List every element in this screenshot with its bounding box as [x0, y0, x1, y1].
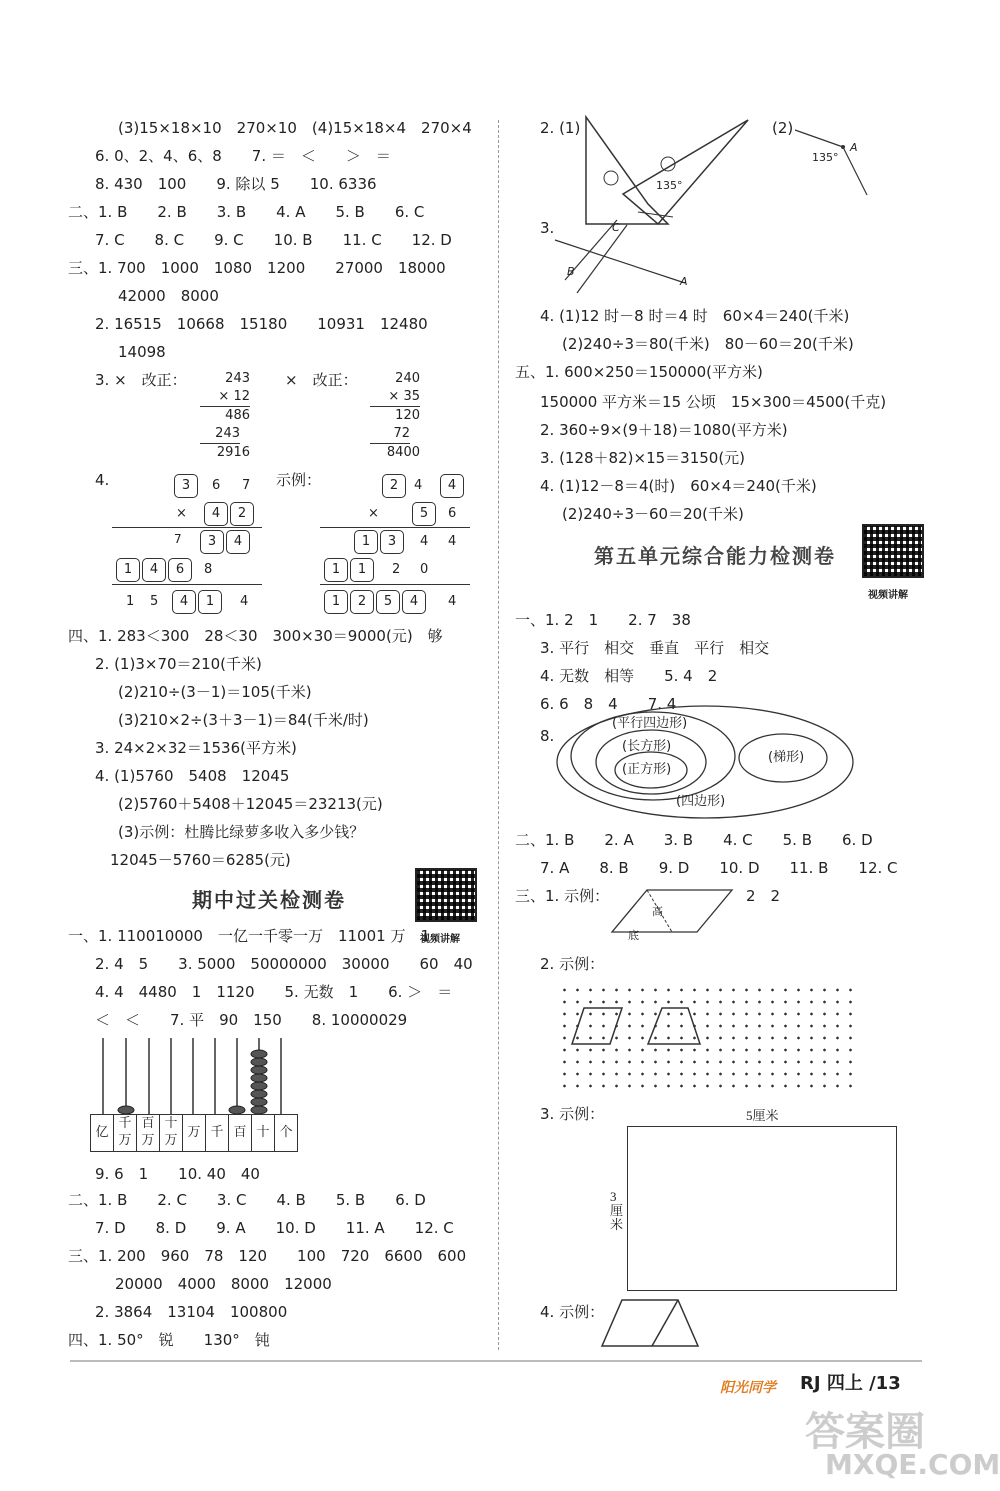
height-label: 3厘米: [610, 1189, 624, 1232]
hole-circle: [604, 171, 618, 185]
line: 3. × 改正：: [95, 371, 187, 389]
line: 三、1. 700 1000 1080 1200 27000 18000: [68, 259, 446, 277]
line: 4. (1)12 时－8 时＝4 时 60×4＝240(千米): [540, 307, 850, 325]
digit-box: 4: [142, 558, 166, 582]
digit: 6: [212, 478, 221, 493]
split-line: [652, 1300, 678, 1346]
venn-label: (梯形): [768, 750, 805, 765]
bead: [118, 1106, 134, 1114]
line: 三、1. 示例：: [515, 887, 610, 905]
digit-box: 1: [324, 558, 348, 582]
line: 3.: [540, 219, 555, 237]
digit-box: 4: [402, 590, 426, 614]
digit: 4: [240, 594, 249, 609]
point: [841, 145, 845, 149]
line: (3)15×18×10 270×10 (4)15×18×4 270×4: [118, 119, 472, 137]
line: 12045－5760＝6285(元): [110, 851, 291, 869]
place-label: 个: [279, 1125, 293, 1140]
qr-caption: 视频讲解: [868, 590, 908, 601]
bead: [251, 1066, 267, 1074]
digit: 7: [242, 478, 251, 493]
line: 2. (1): [540, 119, 581, 137]
venn-label: (正方形): [622, 762, 672, 777]
abacus-labels: [90, 1114, 298, 1152]
width-label: 5厘米: [746, 1108, 779, 1123]
digit-row: 243: [200, 425, 240, 444]
bead: [251, 1098, 267, 1106]
digit-box: 3: [380, 530, 404, 554]
line: 3. 平行 相交 垂直 平行 相交: [540, 639, 770, 657]
line: 4. (1)5760 5408 12045: [95, 767, 290, 785]
digit-box: 1: [198, 590, 222, 614]
line: (2)240÷3＝80(千米) 80－60＝20(千米): [562, 335, 854, 353]
footer-rule: [70, 1360, 922, 1362]
digit-row: 72: [370, 425, 410, 444]
digit-box: 6: [168, 558, 192, 582]
angle-figure-2: [795, 125, 885, 215]
trapezoid-split: [600, 1298, 700, 1348]
digit-row: 120: [395, 408, 420, 423]
digit: 4: [448, 534, 457, 549]
digit-box: 2: [382, 474, 406, 498]
digit: 6: [448, 506, 457, 521]
watermark: MXQE.COM: [825, 1448, 1000, 1481]
venn-label: (平行四边形): [612, 716, 688, 731]
digit: 4: [448, 594, 457, 609]
bead: [229, 1106, 245, 1114]
line: 二、1. B 2. A 3. B 4. C 5. B 6. D: [515, 831, 873, 849]
digit-box: 1: [350, 558, 374, 582]
point-label: A: [680, 275, 688, 288]
digit: 5: [150, 594, 159, 609]
digit: 0: [420, 562, 429, 577]
venn-label: (长方形): [622, 739, 672, 754]
line: (3)示例：杜腾比绿萝多收入多少钱？: [118, 823, 365, 841]
line: 二、1. B 2. B 3. B 4. A 5. B 6. C: [68, 203, 425, 221]
line: (2)210÷(3－1)＝105(千米): [118, 683, 312, 701]
line: (2)240÷3－60＝20(千米): [562, 505, 744, 523]
dot-grid-shapes: [558, 984, 858, 1094]
digit-row: 486: [225, 408, 250, 423]
triangle-ruler: [623, 120, 748, 224]
place-label: 亿: [91, 1115, 114, 1151]
trapezoid: [648, 1008, 700, 1044]
digit-row: 2916: [216, 445, 250, 460]
digit: 2: [392, 562, 401, 577]
line: 8.: [540, 727, 555, 745]
line: 2. 3864 13104 100800: [95, 1303, 288, 1321]
digit: 1: [126, 594, 135, 609]
place-label: 千万: [114, 1115, 137, 1151]
line: 3. 24×2×32＝1536(平方米): [95, 739, 297, 757]
vertical-multiplication: [370, 370, 420, 462]
base-label: 底: [628, 929, 639, 942]
digit-box: 1: [324, 590, 348, 614]
line: 2. 示例：: [540, 955, 605, 973]
trapezoid: [602, 1300, 698, 1346]
line: 2. (1)3×70＝210(千米): [95, 655, 262, 673]
place-label: 百: [229, 1115, 252, 1151]
digit-box: 4: [172, 590, 196, 614]
line: 6. 6 8 4 7. 4: [540, 695, 677, 713]
digit-box: 4: [440, 474, 464, 498]
line: 7. D 8. D 9. A 10. D 11. A 12. C: [95, 1219, 454, 1237]
digit-box: 4: [226, 530, 250, 554]
digit-row: 240: [395, 371, 420, 386]
digit-row: 243: [225, 371, 250, 386]
section-title: 第五单元综合能力检测卷: [594, 544, 836, 568]
place-label: 百万: [137, 1115, 160, 1151]
digit: 8: [204, 562, 213, 577]
digit-box: 3: [174, 474, 198, 498]
bead: [251, 1058, 267, 1066]
venn-label-text: 四边形: [681, 794, 721, 809]
line: 6. 0、2、4、6、8 7. ＝ ＜ ＞ ＝: [95, 147, 391, 165]
triangle-ruler: [586, 117, 668, 224]
venn-label-text: 平行四边形: [617, 716, 683, 731]
parallelogram: [572, 1008, 622, 1044]
digit-row: × 12: [200, 388, 250, 407]
digit: ×: [368, 506, 379, 521]
line: 2. 16515 10668 15180 10931 12480: [95, 315, 428, 333]
line: 7. C 8. C 9. C 10. B 11. C 12. D: [95, 231, 452, 249]
line: 2. 4 5 3. 5000 50000000 30000 60 40: [95, 955, 473, 973]
line: ＜ ＜ 7. 平 90 150 8. 10000029: [95, 1011, 408, 1029]
line: 一、1. 110010000 一亿一千零一万 11001 万 1: [68, 927, 431, 945]
venn-label-text: 长方形: [627, 739, 667, 754]
line: 2. 360÷9×(9＋18)＝1080(平方米): [540, 421, 788, 439]
digit-row: × 35: [370, 388, 420, 407]
point-label: A: [850, 141, 858, 154]
angle-label: 135°: [656, 179, 683, 192]
digit-box: 4: [204, 502, 228, 526]
line: (3)210×2÷(3＋3－1)＝84(千米/时): [118, 711, 369, 729]
digit-box: 2: [230, 502, 254, 526]
qr-caption: 视频讲解: [420, 934, 460, 945]
line: × 改正：: [285, 371, 358, 389]
line: 二、1. B 2. C 3. C 4. B 5. B 6. D: [68, 1191, 426, 1209]
digit: 4: [420, 534, 429, 549]
line: 9. 6 1 10. 40 40: [95, 1165, 260, 1183]
bead: [251, 1082, 267, 1090]
line: 4.: [95, 471, 110, 489]
digit-box: 2: [350, 590, 374, 614]
line: 7. A 8. B 9. D 10. D 11. B 12. C: [540, 859, 898, 877]
line: 四、1. 283＜300 28＜30 300×30＝9000(元) 够: [68, 627, 443, 645]
digit-box: 3: [200, 530, 224, 554]
line: (2): [772, 119, 794, 137]
digit-box: 1: [116, 558, 140, 582]
digit: ×: [176, 506, 187, 521]
venn-label-text: 梯形: [773, 750, 800, 765]
line: 42000 8000: [118, 287, 219, 305]
line: 3. (128＋82)×15＝3150(元): [540, 449, 746, 467]
brand-logo: 阳光同学: [720, 1380, 776, 1396]
qr-code[interactable]: [415, 868, 477, 922]
line: 4. 4 4480 1 1120 5. 无数 1 6. ＞ ＝: [95, 983, 453, 1001]
digit-row: 8400: [386, 445, 420, 460]
line: 8. 430 100 9. 除以 5 10. 6336: [95, 175, 377, 193]
place-label: 万: [183, 1115, 206, 1151]
line: 四、1. 50° 锐 130° 钝: [68, 1331, 270, 1349]
line: 2 2: [746, 887, 781, 905]
place-label: 十: [252, 1115, 275, 1151]
bead: [251, 1090, 267, 1098]
point-label: C: [612, 221, 620, 234]
line: 4. 无数 相等 5. 4 2: [540, 667, 718, 685]
digit-box: 1: [354, 530, 378, 554]
place-label: 十万: [160, 1115, 183, 1151]
angle-figure-1: [578, 112, 758, 232]
line: 示例：: [276, 471, 322, 489]
line: (2)5760＋5408＋12045＝23213(元): [118, 795, 383, 813]
line: 150000 平方米＝15 公顷 15×300＝4500(千克): [540, 393, 887, 411]
angle-label: 135°: [812, 151, 839, 164]
digit: 7: [174, 532, 182, 546]
line: 三、1. 200 960 78 120 100 720 6600 600: [68, 1247, 467, 1265]
line: 4. (1)12－8＝4(时) 60×4＝240(千米): [540, 477, 817, 495]
line: 14098: [118, 343, 166, 361]
qr-code[interactable]: [862, 524, 924, 578]
ray: [795, 130, 843, 147]
bead: [251, 1074, 267, 1082]
column-divider: [498, 120, 499, 1350]
digit-box: 5: [376, 590, 400, 614]
venn-label-text: 正方形: [627, 762, 667, 777]
line: 五、1. 600×250＝150000(平方米): [515, 363, 763, 381]
vertical-multiplication: [200, 370, 250, 462]
bead: [251, 1106, 267, 1114]
line: 一、1. 2 1 2. 7 38: [515, 611, 691, 629]
height-label: 高: [652, 905, 663, 918]
line: 3. 示例：: [540, 1105, 605, 1123]
venn-label: (四边形): [676, 794, 726, 809]
watermark: 答案圈: [805, 1409, 925, 1455]
page-tag: RJ 四上 /13: [800, 1373, 901, 1394]
rectangle-5x3: [627, 1126, 897, 1291]
place-label: 千: [206, 1115, 229, 1151]
digit: 4: [414, 478, 423, 493]
bead: [251, 1050, 267, 1058]
section-title: 期中过关检测卷: [192, 888, 346, 912]
point-label: B: [567, 265, 575, 278]
digit-box: 5: [412, 502, 436, 526]
line: 20000 4000 8000 12000: [115, 1275, 332, 1293]
line: 4. 示例：: [540, 1303, 605, 1321]
